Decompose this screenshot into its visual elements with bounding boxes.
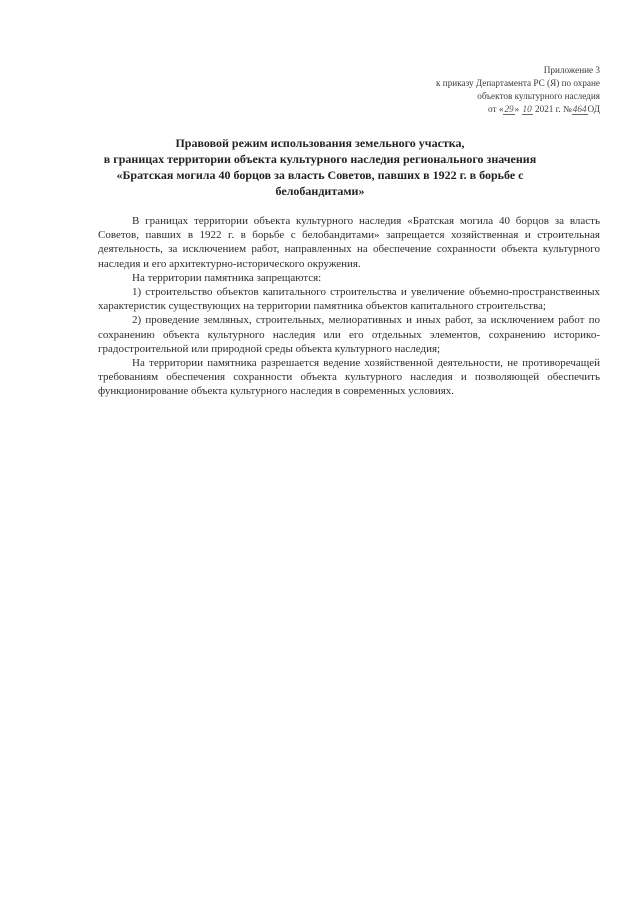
approval-date-month: 10: [522, 104, 532, 114]
title-line-1: Правовой режим использования земельного участка,: [175, 136, 465, 150]
approval-date-day: 29: [504, 104, 514, 114]
approval-block: [360, 64, 600, 116]
document-title: [100, 135, 540, 199]
title-line-3: «Братская могила 40 борцов за власть Советов, павших в 1922 г. в борьбе с: [116, 168, 524, 182]
paragraph-permitted: На территории памятника разрешается ведение хозяйственной деятельности, не противоречащей требованиям обеспечения сохранности объекта культурного наследия и позволяющей обеспечить функционирование объекта культурного наследия в современных условиях.: [98, 357, 600, 398]
approval-order-number: 464: [572, 104, 587, 114]
approval-order-suffix: ОД: [587, 104, 600, 114]
approval-line-3: объектов культурного наследия: [477, 91, 600, 101]
title-line-4: белобандитами»: [275, 184, 365, 198]
paragraph-prohibition: В границах территории объекта культурного наследия «Братская могила 40 борцов за власть Советов, павших в 1922 г. в борьбе с белобандитами» запрещается хозяйственная и строительная деятельность, за исключением работ, направленных на обеспечение сохранности объекта культурного наследия и его архитектурно-исторического окружения.: [98, 215, 600, 270]
approval-date-mid: »: [514, 104, 522, 114]
document-body: [98, 214, 600, 399]
paragraph-prohibited-item-1: 1) строительство объектов капитального строительства и увеличение объемно-пространственных характеристик существующих на территории памятника объектов капитального строительства;: [98, 286, 600, 313]
approval-line-2: к приказу Департамента РС (Я) по охране: [436, 78, 600, 88]
paragraph-prohibited-item-2: 2) проведение земляных, строительных, мелиоративных и иных работ, за исключением работ по сохранению объекта культурного наследия или его отдельных элементов, сохранению историко-градостроительной или природной среды объекта культурного наследия;: [98, 314, 600, 355]
approval-date-prefix: от «: [488, 104, 504, 114]
approval-date-year: 2021 г. №: [532, 104, 572, 114]
approval-line-1: Приложение 3: [543, 65, 600, 75]
approval-line-4: [360, 103, 600, 116]
title-line-2: в границах территории объекта культурного наследия регионального значения: [103, 152, 537, 166]
paragraph-prohibited-list-intro: На территории памятника запрещаются:: [132, 271, 322, 284]
